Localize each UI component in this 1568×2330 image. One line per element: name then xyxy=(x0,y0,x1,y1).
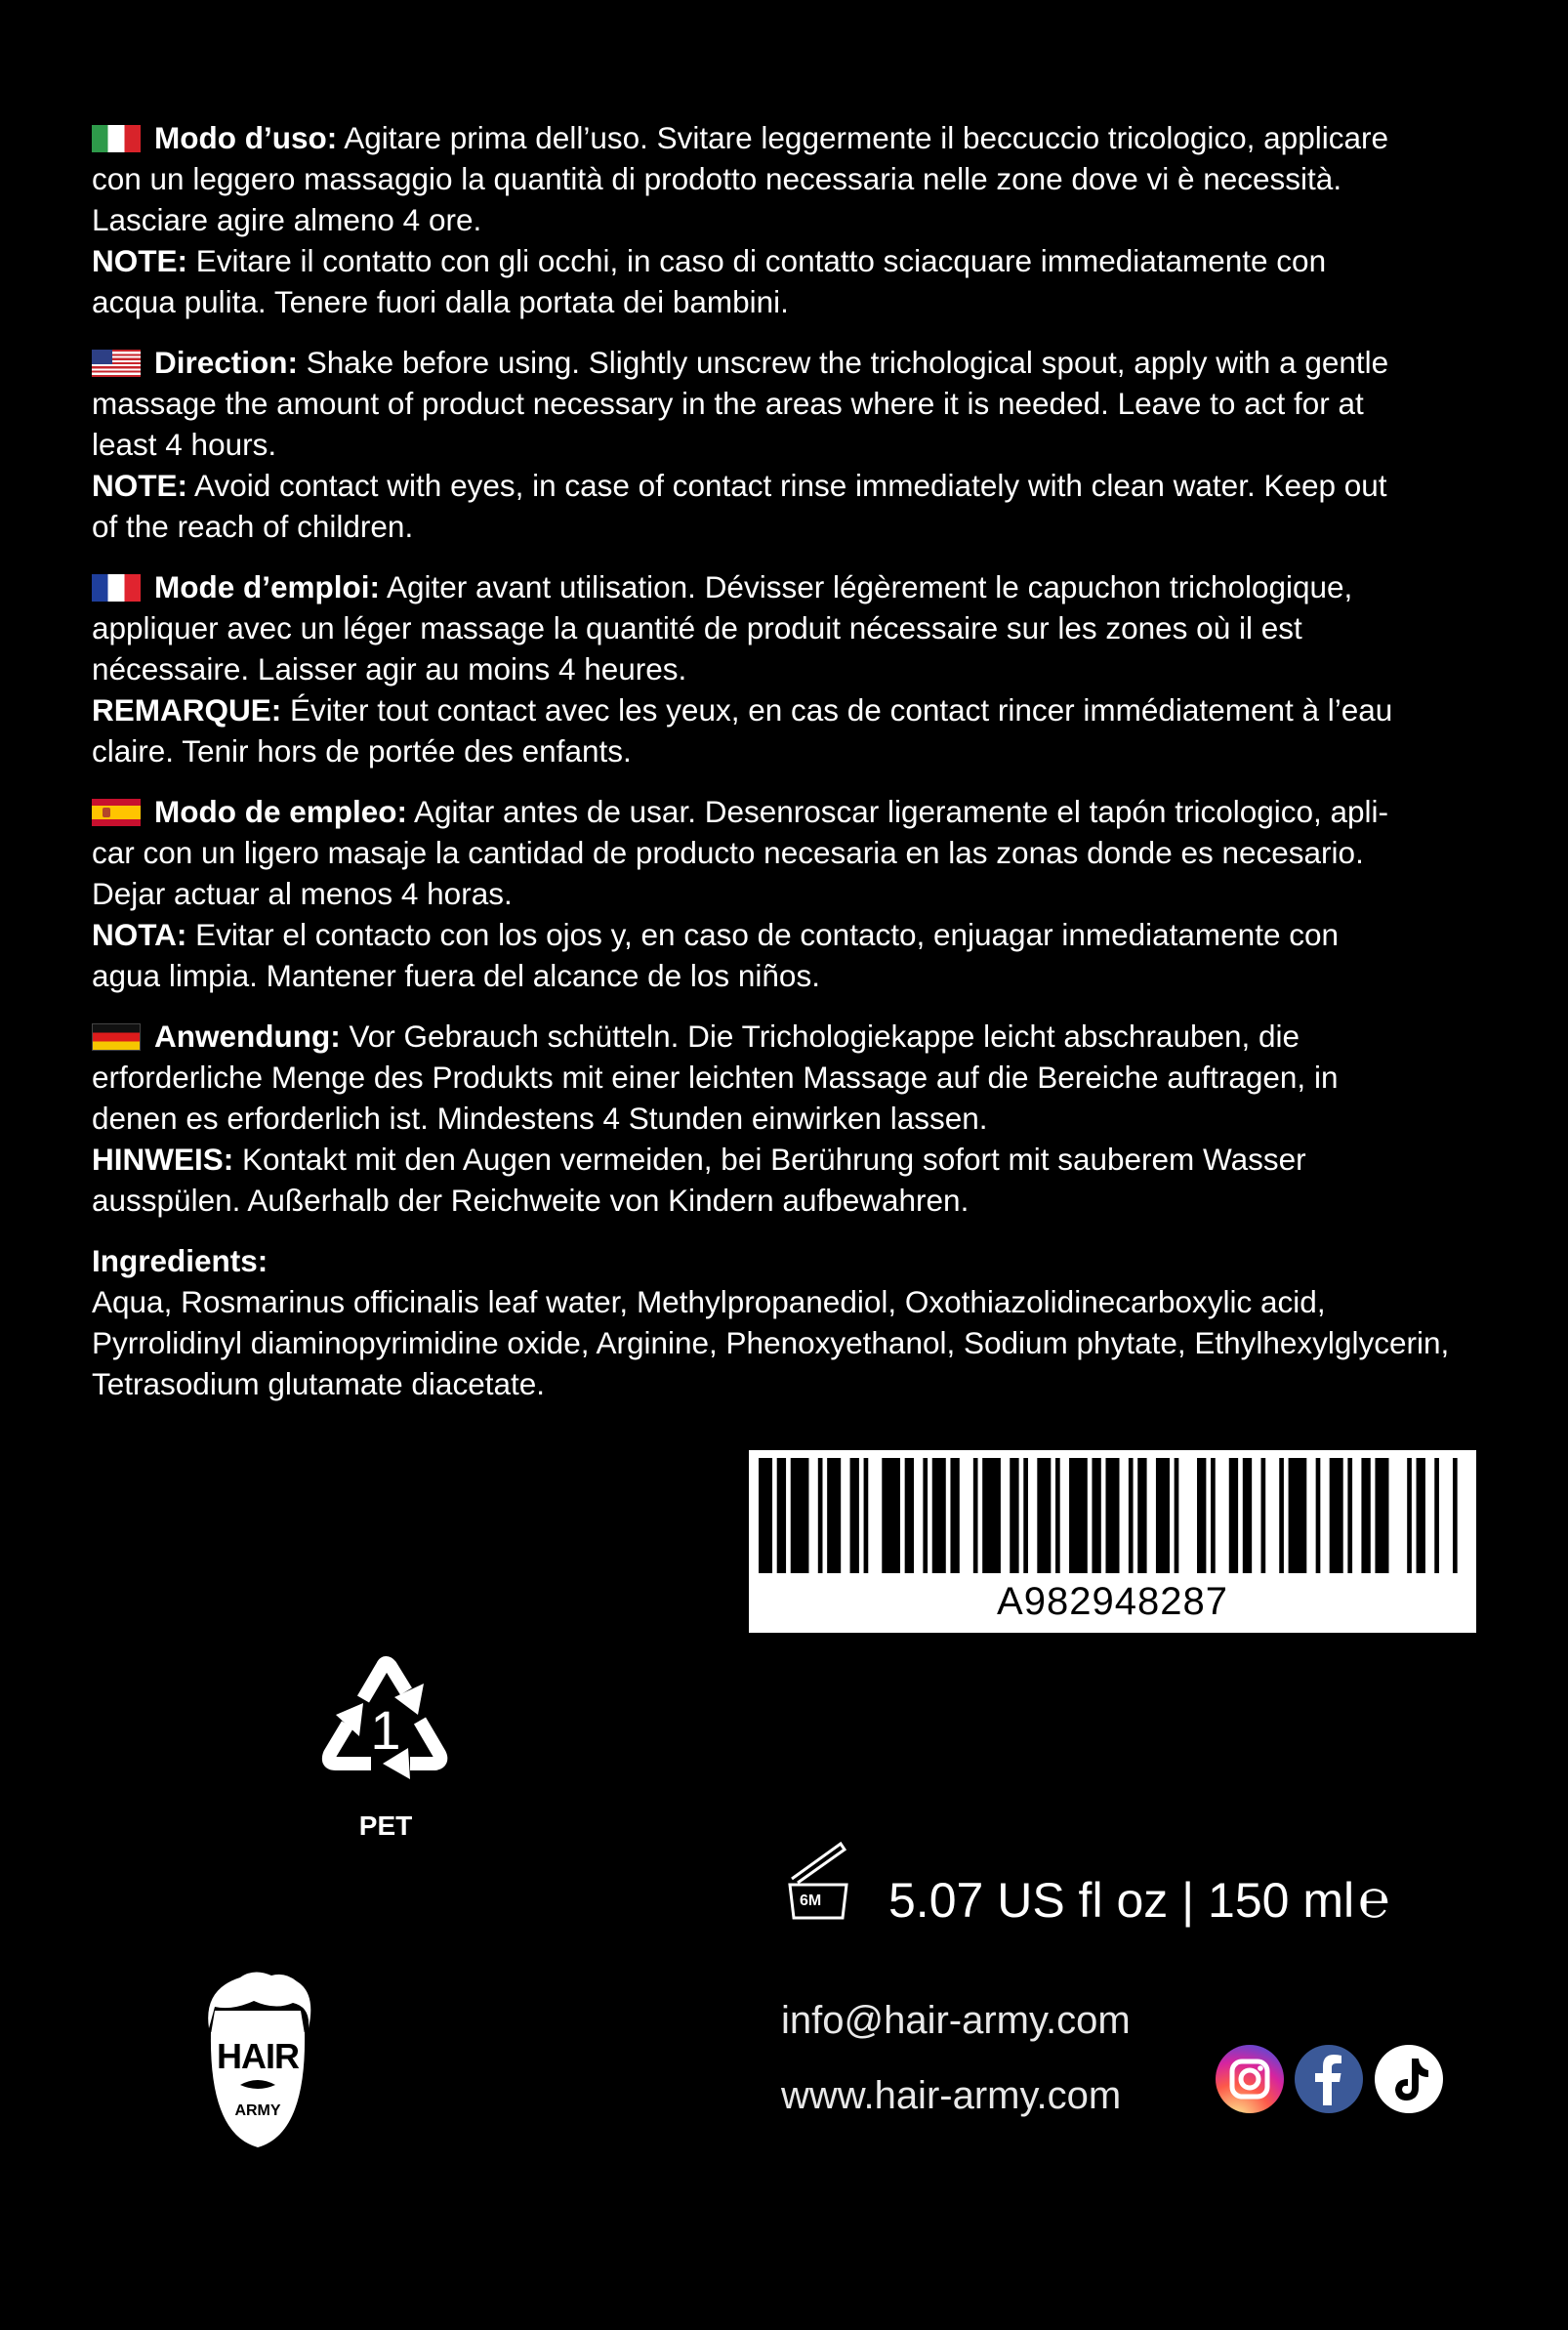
barcode-bar xyxy=(1023,1458,1028,1573)
recycling-symbol xyxy=(293,1641,478,1846)
barcode-bar xyxy=(905,1458,914,1573)
barcode-bar xyxy=(1434,1458,1439,1573)
note-label: NOTE: xyxy=(92,243,187,278)
barcode-bar xyxy=(818,1458,823,1573)
estimated-sign: ℮ xyxy=(1358,1870,1390,1929)
section-heading: Modo d’uso: xyxy=(154,120,338,155)
barcode-bar xyxy=(1129,1458,1134,1573)
germany-flag-icon xyxy=(92,1023,141,1051)
barcode-bar xyxy=(1229,1458,1238,1573)
recycle-code-number: 1 xyxy=(370,1699,401,1761)
tiktok-glyph xyxy=(1375,2045,1443,2113)
barcode-bar xyxy=(759,1458,772,1573)
facebook-glyph xyxy=(1295,2045,1363,2113)
barcode-bar xyxy=(1289,1458,1307,1573)
barcode-bar xyxy=(1211,1458,1216,1573)
barcode-bar xyxy=(1156,1458,1170,1573)
barcode-bar xyxy=(1407,1458,1412,1573)
instructions-text xyxy=(92,117,1488,1424)
barcode-bar xyxy=(950,1458,959,1573)
note-label: HINWEIS: xyxy=(92,1142,234,1177)
instagram-glyph xyxy=(1216,2045,1284,2113)
barcode-bar xyxy=(1105,1458,1119,1573)
note-label: NOTE: xyxy=(92,468,187,503)
barcode-bar xyxy=(882,1458,900,1573)
barcode-number: A982948287 xyxy=(997,1580,1228,1623)
barcode xyxy=(749,1450,1476,1633)
period-after-opening-icon xyxy=(786,1836,854,1924)
section-heading: Direction: xyxy=(154,345,299,380)
barcode-bar xyxy=(791,1458,809,1573)
contact-website[interactable]: www.hair-army.com xyxy=(781,2074,1122,2117)
note-label: NOTA: xyxy=(92,917,187,952)
contact-email[interactable]: info@hair-army.com xyxy=(781,1999,1131,2042)
barcode-bar xyxy=(1375,1458,1388,1573)
logo-word: HAIR xyxy=(217,2036,299,2076)
ingredients-section xyxy=(92,1240,1488,1404)
barcode-bar xyxy=(864,1458,869,1573)
barcode-bar xyxy=(1069,1458,1088,1573)
barcode-bars xyxy=(759,1458,1466,1573)
barcode-bar xyxy=(1279,1458,1284,1573)
ingredients-line: Aqua, Rosmarinus officinalis leaf water, Methylpropanediol, Oxothiazolidinecarboxylic acid, xyxy=(92,1284,1326,1319)
pao-label: 6M xyxy=(800,1893,822,1909)
note-label: REMARQUE: xyxy=(92,692,282,728)
barcode-bar xyxy=(1330,1458,1343,1573)
open-jar-icon xyxy=(786,1836,854,1924)
section-english: Direction: Shake before using. Slightly unscrew the trichological spout, apply with a gentle massage the amount of product necessary in the areas where it is needed. Leave to act for at least 4 hours. NOTE: Avoid contact with eyes, in case of contact rinse immediately with clean water. Keep out of the reach of children. xyxy=(92,345,1389,544)
tiktok-icon[interactable] xyxy=(1375,2045,1443,2113)
barcode-bar xyxy=(923,1458,928,1573)
barcode-bar xyxy=(1137,1458,1146,1573)
barcode-bar xyxy=(973,1458,978,1573)
barcode-bar xyxy=(982,1458,1001,1573)
usa-flag-icon xyxy=(92,350,141,377)
barcode-bar xyxy=(1243,1458,1252,1573)
barcode-bar xyxy=(1197,1458,1206,1573)
barcode-bar xyxy=(932,1458,946,1573)
section-french: Mode d’emploi: Agiter avant utilisation. Dévisser légèrement le capuchon trichologique, appliquer avec un léger massage la quantité de produit nécessaire sur les zones où il est nécessaire. Laisser agir au moins 4 heures. REMARQUE: Éviter tout contact avec les yeux, en cas de contact rincer immédiatement à l’eau claire. Tenir hors de portée des enfants. xyxy=(92,569,1393,769)
hair-army-logo xyxy=(195,1968,320,2148)
barcode-bar xyxy=(1417,1458,1425,1573)
barcode-bar xyxy=(1037,1458,1051,1573)
section-italian: Modo d’uso: Agitare prima dell’uso. Svitare leggermente il beccuccio tricologico, applicare con un leggero massaggio la quantità di prodotto necessaria nelle zone dove vi è necessità. Lasciare agire almeno 4 ore. NOTE: Evitare il contatto con gli occhi, in caso di contatto sciacquare immediatamente con acqua pulita. Tenere fuori dalla portata dei bambini. xyxy=(92,120,1388,319)
ingredients-line: Pyrrolidinyl diaminopyrimidine oxide, Arginine, Phenoxyethanol, Sodium phytate, Ethylhexylglycerin, xyxy=(92,1325,1450,1360)
barcode-bar xyxy=(1092,1458,1100,1573)
barcode-bar xyxy=(1055,1458,1060,1573)
ingredients-title: Ingredients: xyxy=(92,1243,268,1278)
france-flag-icon xyxy=(92,574,141,602)
section-heading: Modo de empleo: xyxy=(154,794,407,829)
section-spanish: Modo de empleo: Agitar antes de usar. Desenroscar ligeramente el tapón tricologico, apli- car con un ligero masaje la cantidad de producto necesaria en las zonas donde es necesario. Dejar actuar al menos 4 horas. NOTA: Evitar el contacto con los ojos y, en caso de contacto, enjuagar inmediatamente con agua limpia. Mantener fuera del alcance de los niños. xyxy=(92,794,1389,993)
facebook-icon[interactable] xyxy=(1295,2045,1363,2113)
spain-flag-icon xyxy=(92,799,141,826)
barcode-bar xyxy=(777,1458,786,1573)
barcode-bar xyxy=(1175,1458,1179,1573)
recycle-code-label: PET xyxy=(358,1810,413,1841)
section-heading: Mode d’emploi: xyxy=(154,569,380,604)
ingredients-line: Tetrasodium glutamate diacetate. xyxy=(92,1366,546,1401)
section-heading: Anwendung: xyxy=(154,1019,341,1054)
barcode-bar xyxy=(850,1458,859,1573)
barcode-bar xyxy=(1316,1458,1321,1573)
barcode-bar xyxy=(827,1458,841,1573)
italy-flag-icon xyxy=(92,125,141,152)
volume-label xyxy=(888,1870,1390,1930)
barcode-bar xyxy=(1010,1458,1018,1573)
section-german: Anwendung: Vor Gebrauch schütteln. Die Trichologiekappe leicht abschrauben, die erforderliche Menge des Produkts mit einer leichten Massage auf die Bereiche auftragen, in denen es erforderlich ist. Mindestens 4 Stunden einwirken lassen. HINWEIS: Kontakt mit den Augen vermeiden, bei Berührung sofort mit sauberem Wasser ausspülen. Außerhalb der Reichweite von Kindern aufbewahren. xyxy=(92,1019,1339,1218)
barcode-bar xyxy=(1261,1458,1266,1573)
instagram-icon[interactable] xyxy=(1216,2045,1284,2113)
logo-subword: ARMY xyxy=(234,2102,281,2119)
barcode-bar xyxy=(1347,1458,1352,1573)
barcode-bar xyxy=(1361,1458,1370,1573)
barcode-bar xyxy=(1453,1458,1458,1573)
volume-text: 5.07 US fl oz | 150 ml xyxy=(888,1873,1355,1928)
